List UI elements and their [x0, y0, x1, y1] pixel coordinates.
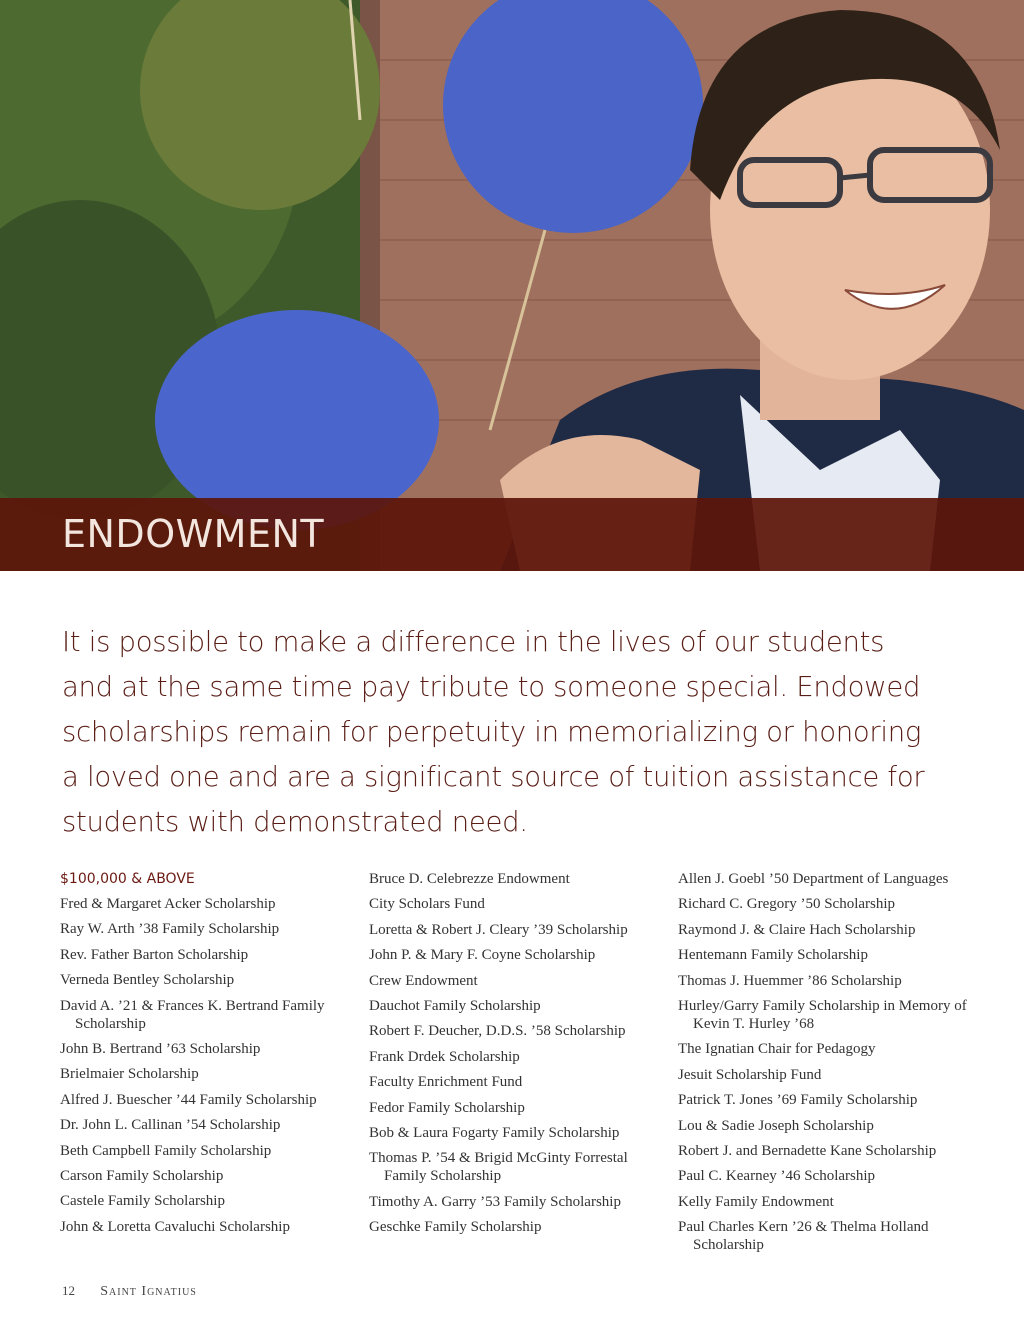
- scholarship-item: Geschke Family Scholarship: [369, 1219, 542, 1236]
- scholarship-item: Fedor Family Scholarship: [369, 1099, 525, 1116]
- scholarship-item: Robert F. Deucher, D.D.S. ’58 Scholarship: [369, 1023, 626, 1040]
- scholarship-item: Faculty Enrichment Fund: [369, 1074, 523, 1091]
- scholarship-item: Dauchot Family Scholarship: [369, 997, 541, 1014]
- scholarship-item: Thomas J. Huemmer ’86 Scholarship: [678, 972, 902, 989]
- scholarship-item: Kelly Family Endowment: [678, 1193, 834, 1210]
- scholarship-item: Jesuit Scholarship Fund: [678, 1066, 822, 1083]
- publication-name: Saint Ignatius: [100, 1284, 197, 1299]
- page-number: 12: [62, 1283, 75, 1298]
- scholarship-item: Bruce D. Celebrezze Endowment: [369, 871, 570, 887]
- scholarship-item: John B. Bertrand ’63 Scholarship: [60, 1040, 261, 1057]
- scholarship-item: Paul C. Kearney ’46 Scholarship: [678, 1168, 876, 1185]
- scholarship-item: David A. ’21 & Frances K. Bertrand Family Scholarship: [60, 997, 325, 1032]
- scholarship-item: Bob & Laura Fogarty Family Scholarship: [369, 1124, 620, 1141]
- scholarship-item: Brielmaier Scholarship: [60, 1066, 199, 1083]
- scholarship-item: Carson Family Scholarship: [60, 1167, 224, 1184]
- page-footer: [62, 1283, 197, 1300]
- scholarship-item: Patrick T. Jones ’69 Family Scholarship: [678, 1092, 918, 1109]
- scholarship-item: Frank Drdek Scholarship: [369, 1048, 520, 1065]
- scholarship-item: Paul Charles Kern ’26 & Thelma Holland Scholarship: [678, 1219, 929, 1254]
- scholarship-item: Loretta & Robert J. Cleary ’39 Scholarship: [369, 921, 628, 938]
- scholarship-item: Raymond J. & Claire Hach Scholarship: [678, 921, 916, 938]
- scholarship-item: Beth Campbell Family Scholarship: [60, 1142, 272, 1159]
- scholarship-item: John P. & Mary F. Coyne Scholarship: [369, 947, 596, 964]
- scholarship-column-1: [60, 870, 360, 1243]
- scholarship-item: Thomas P. ’54 & Brigid McGinty Forrestal Family Scholarship: [369, 1150, 628, 1185]
- balloon: [155, 310, 439, 530]
- scholarship-item: Hentemann Family Scholarship: [678, 947, 868, 964]
- scholarship-item: Robert J. and Bernadette Kane Scholarship: [678, 1142, 937, 1159]
- scholarship-item: John & Loretta Cavaluchi Scholarship: [60, 1218, 290, 1235]
- scholarship-item: Allen J. Goebl ’50 Department of Languages: [678, 871, 949, 887]
- scholarship-item: Rev. Father Barton Scholarship: [60, 946, 249, 963]
- scholarship-item: Verneda Bentley Scholarship: [60, 972, 235, 989]
- scholarship-column-3: [678, 870, 978, 1261]
- hero-photo-illustration: [0, 0, 1024, 571]
- scholarship-item: Alfred J. Buescher ’44 Family Scholarship: [60, 1091, 317, 1108]
- scholarship-item: Castele Family Scholarship: [60, 1193, 225, 1210]
- scholarship-item: Fred & Margaret Acker Scholarship: [60, 896, 276, 912]
- section-banner: [0, 498, 1024, 571]
- scholarship-item: Ray W. Arth ’38 Family Scholarship: [60, 921, 280, 938]
- scholarship-item: Crew Endowment: [369, 972, 478, 989]
- scholarship-item: Timothy A. Garry ’53 Family Scholarship: [369, 1193, 621, 1210]
- scholarship-item: Dr. John L. Callinan ’54 Scholarship: [60, 1117, 281, 1134]
- scholarship-item: Lou & Sadie Joseph Scholarship: [678, 1117, 874, 1134]
- scholarship-item: Richard C. Gregory ’50 Scholarship: [678, 896, 896, 913]
- scholarship-item: City Scholars Fund: [369, 896, 485, 913]
- section-title: ENDOWMENT: [62, 512, 325, 556]
- intro-paragraph: It is possible to make a difference in the lives of our students and at the same time pay tribute to someone special. Endowed scholarships remain for perpetuity in memorializing or honoring a loved one and are a significant source of tuition assistance for students with demonstrated need.: [62, 626, 925, 838]
- scholarship-item: The Ignatian Chair for Pedagogy: [678, 1041, 876, 1058]
- giving-level-heading: $100,000 & ABOVE: [60, 871, 195, 887]
- scholarship-column-2: [369, 870, 669, 1243]
- scholarship-item: Hurley/Garry Family Scholarship in Memory of Kevin T. Hurley ’68: [678, 997, 967, 1032]
- hero-photo: [0, 0, 1024, 571]
